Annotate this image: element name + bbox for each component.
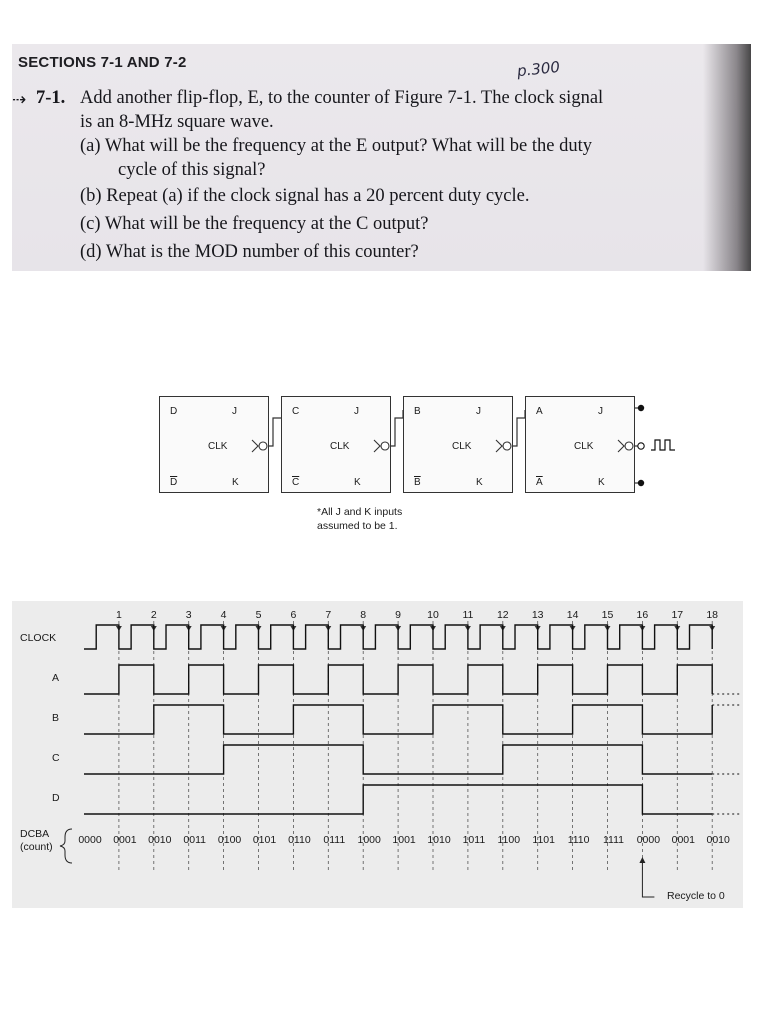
clock-pulse-number: 1 [115,609,122,621]
clock-pulse-number: 7 [325,609,332,621]
clock-pulse-number: 6 [290,609,297,621]
clk-edge-indicator-icon [372,439,392,453]
ff-a-j-label: J [598,406,603,417]
problem-number: 7-1. [36,88,66,108]
count-value: 1110 [567,834,590,846]
arrow-icon: ⇢ [12,90,27,110]
count-value: 1000 [357,834,381,846]
handwritten-page-note: p.300 [516,57,561,81]
clock-pulse-number: 2 [150,609,157,621]
clock-pulse-number: 18 [706,609,719,621]
section-heading: SECTIONS 7-1 AND 7-2 [18,54,187,71]
count-brace [60,829,72,863]
clock-pulse-number: 10 [427,609,439,621]
ff-b-qbar-label: $\overline{B}$ [414,477,421,488]
clock-pulse-number: 12 [496,609,509,621]
ff-c-clk-label: CLK [330,441,350,452]
count-value: 0001 [671,834,695,846]
problem-text-scan [12,44,751,271]
ff-a-qbar-label: $\overline{A}$ [536,477,543,488]
clock-waveform [84,625,712,649]
ff-b-clk-label: CLK [452,441,472,452]
clock-pulse-number: 11 [462,609,474,621]
ff-d-j-label: J [232,406,237,417]
recycle-label: Recycle to 0 [667,890,725,902]
clock-pulse-number: 9 [395,609,402,621]
clock-pulse-number: 3 [185,609,192,621]
clk-edge-indicator-icon [494,439,514,453]
count-value: 0011 [183,834,206,846]
ff-d-q-label: D [170,406,178,417]
ff-d-qbar-label: $\overline{D}$ [170,477,178,488]
count-value: 1010 [427,834,451,846]
timing-diagram-scan [12,601,743,908]
count-value: 0010 [706,834,730,846]
flip-flop-a [525,396,635,493]
count-value: 0001 [113,834,137,846]
count-value: 0111 [323,834,346,846]
clock-pulse-number: 8 [360,609,367,621]
ff-c-q-label: C [292,406,300,417]
count-value: 0000 [636,834,661,846]
count-value: 0110 [288,834,311,846]
signal-label-d: D [52,792,60,804]
dcba-label-line-1: DCBA [20,828,50,840]
clock-pulse-number: 14 [566,609,579,621]
recycle-arrow-icon [639,857,645,863]
ff-a-q-label: A [536,406,543,417]
signal-label-c: C [52,752,60,764]
counter-circuit-diagram [155,388,675,548]
dcba-label-line-2: (count) [20,841,53,853]
problem-part-b: (b) Repeat (a) if the clock signal has a 20 percent duty cycle. [80,186,530,206]
jk-note-line-1: *All J and K inputs [317,506,403,518]
flip-flop-b [403,396,513,493]
count-value: 0101 [252,834,277,846]
signal-label-b: B [52,712,60,724]
ff-a-clk-label: CLK [574,441,594,452]
count-value: 1100 [497,834,521,846]
count-value: 0100 [217,834,242,846]
clk-edge-indicator-icon [616,439,636,453]
timing-waveforms [12,601,743,908]
clock-pulse-number: 17 [671,609,684,621]
count-value: 0000 [78,834,102,846]
ff-a-k-label: K [598,477,605,488]
count-value: 1001 [392,834,416,846]
clock-pulse-number: 5 [255,609,262,621]
flip-flop-d [159,396,269,493]
clock-pulse-number: 4 [220,609,227,621]
signal-label-clock: CLOCK [20,632,57,644]
a-waveform [84,665,712,694]
count-value: 0010 [148,834,172,846]
ff-c-j-label: J [354,406,359,417]
problem-part-d: (d) What is the MOD number of this counter? [80,242,419,262]
problem-line-2: is an 8-MHz square wave. [80,112,274,132]
jk-note-line-2: assumed to be 1. [317,520,398,532]
flip-flop-c [281,396,391,493]
count-value: 1111 [602,834,625,846]
page-edge-shadow [703,44,751,271]
signal-label-a: A [52,672,60,684]
problem-part-a-cont: cycle of this signal? [118,160,266,180]
problem-part-c: (c) What will be the frequency at the C output? [80,214,429,234]
ff-b-j-label: J [476,406,481,417]
jk-inputs-note [317,505,402,533]
ff-d-clk-label: CLK [208,441,228,452]
problem-line-1: Add another flip-flop, E, to the counter of Figure 7-1. The clock signal [80,88,604,108]
recycle-pointer-line [642,861,654,897]
ff-b-q-label: B [414,406,421,417]
dcba-count-label [20,828,53,854]
clk-edge-indicator-icon [250,439,270,453]
problem-part-a: (a) What will be the frequency at the E output? What will be the duty [80,136,593,156]
ff-b-k-label: K [476,477,483,488]
ff-c-k-label: K [354,477,361,488]
ff-c-qbar-label: $\overline{C}$ [292,477,300,488]
count-value: 1011 [462,834,486,846]
clock-pulse-number: 13 [531,609,544,621]
ff-d-k-label: K [232,477,239,488]
clock-pulse-number: 16 [636,609,649,621]
clock-pulse-number: 15 [601,609,614,621]
count-value: 1101 [532,834,555,846]
